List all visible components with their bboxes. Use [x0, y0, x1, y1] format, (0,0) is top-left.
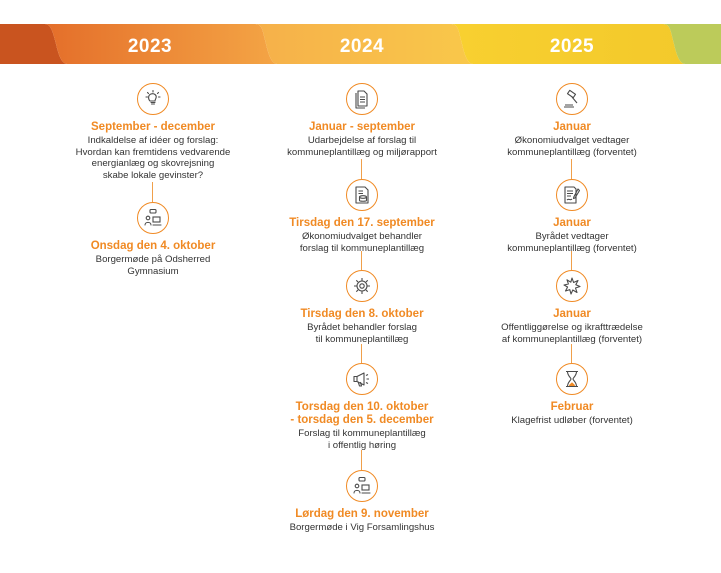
event-description: Borgermøde på Odsherred Gymnasium	[95, 254, 211, 277]
event-date: Februar	[550, 401, 594, 413]
megaphone-icon	[346, 363, 378, 395]
meeting-icon	[137, 202, 169, 234]
meeting-icon	[346, 470, 378, 502]
connector-line	[571, 159, 572, 179]
gavel-icon	[556, 83, 588, 115]
event-description: Udarbejdelse af forslag til kommuneplantillæg og miljørapport	[287, 135, 437, 158]
year-label-2023: 2023	[127, 36, 173, 57]
event-description: Indkaldelse af idéer og forslag: Hvordan kan fremtidens vedvarende energianlæg og skovrejsning skabe lokale gevinster?	[75, 135, 231, 181]
burst-icon	[556, 270, 588, 302]
event-description: Offentliggørelse og ikrafttrædelse af kommuneplantillæg (forventet)	[501, 322, 643, 345]
connector-line	[571, 344, 572, 363]
event-date: Januar	[553, 217, 591, 229]
event-description: Økonomiudvalget behandler forslag til kommuneplantillæg	[299, 231, 425, 254]
signature-icon	[556, 179, 588, 211]
document-icon	[346, 83, 378, 115]
gear-icon	[346, 270, 378, 302]
event-date: Tirsdag den 8. oktober	[300, 308, 424, 320]
event-date: September - december	[91, 121, 215, 133]
event-date: Tirsdag den 17. september	[289, 217, 435, 229]
connector-line	[152, 182, 153, 202]
event-description: Klagefrist udløber (forventet)	[511, 415, 633, 426]
event-date: Lørdag den 9. november	[295, 508, 429, 520]
year-label-2025: 2025	[549, 36, 595, 57]
event-description: Forslag til kommuneplantillæg i offentlig høring	[298, 428, 426, 451]
event-date: Januar - september	[308, 121, 416, 133]
report-icon	[346, 179, 378, 211]
event-date: Onsdag den 4. oktober	[90, 240, 216, 252]
connector-line	[361, 159, 362, 179]
event-description: Byrådet behandler forslag til kommuneplantillæg	[307, 322, 417, 345]
event-description: Byrådet vedtager kommuneplantillæg (forventet)	[507, 231, 637, 254]
connector-line	[361, 344, 362, 363]
connector-line	[361, 450, 362, 470]
event-date: Januar	[553, 121, 591, 133]
event-description: Økonomiudvalget vedtager kommuneplantillæg (forventet)	[507, 135, 637, 158]
hourglass-icon	[556, 363, 588, 395]
event-date: Torsdag den 10. oktober - torsdag den 5. december	[290, 401, 434, 426]
lightbulb-icon	[137, 83, 169, 115]
event-description: Borgermøde i Vig Forsamlingshus	[289, 522, 435, 533]
year-label-2024: 2024	[339, 36, 385, 57]
event-date: Januar	[553, 308, 591, 320]
